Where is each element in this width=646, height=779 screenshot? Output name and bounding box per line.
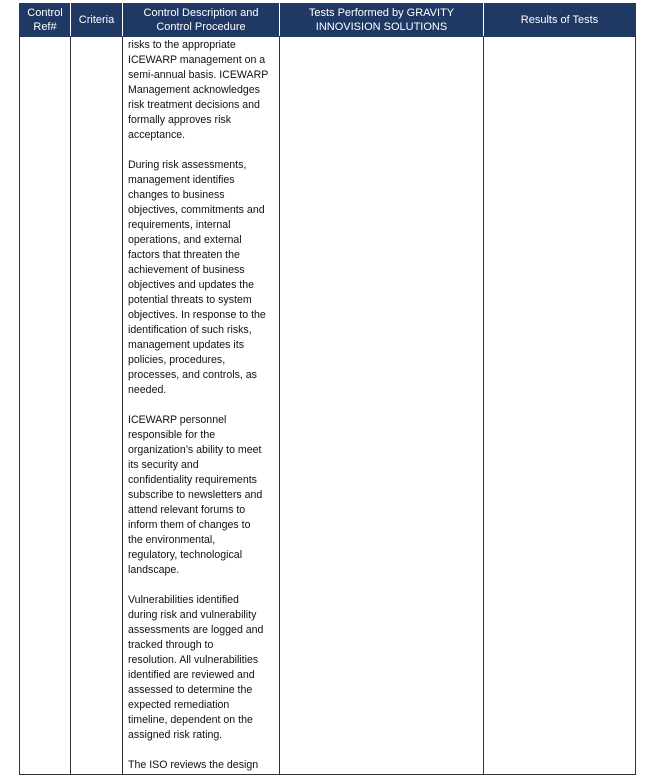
cell-control-description [123, 37, 280, 775]
header-control-description: Control Description and Control Procedure [123, 4, 280, 37]
cell-tests-performed [280, 37, 484, 775]
table-header [20, 4, 636, 37]
description-paragraph-4: Vulnerabilities identified during risk and vulnerability assessments are logged and tracked through to resolution. All vulnerabilities identified are reviewed and assessed to determine the expected remediation timeline, dependent on the assigned risk rating. [128, 594, 264, 741]
cell-control-ref [20, 37, 71, 775]
description-paragraph-1: risks to the appropriate ICEWARP management on a semi-annual basis. ICEWARP Management acknowledges risk treatment decisions and formally approves risk acceptance. [128, 39, 269, 141]
header-criteria: Criteria [71, 4, 123, 37]
description-paragraph-2: During risk assessments, management identifies changes to business objectives, commitments and requirements, internal operations, and external factors that threaten the achievement of business objectives and updates the potential threats to system objectives. In response to the identification of such risks, management updates its policies, procedures, processes, and controls, as needed. [128, 159, 266, 396]
cell-criteria [71, 37, 123, 775]
controls-table [19, 3, 636, 775]
description-paragraph-3: ICEWARP personnel responsible for the organization’s ability to meet its security and confidentiality requirements subscribe to newsletters and attend relevant forums to inform them of changes to the environmental, regulatory, technological landscape. [128, 414, 263, 576]
header-row [20, 4, 636, 37]
table-row [20, 37, 636, 775]
header-tests-performed: Tests Performed by GRAVITY INNOVISION SOLUTIONS [280, 4, 484, 37]
cell-results [484, 37, 636, 775]
description-paragraph-5: The ISO reviews the design [128, 759, 259, 771]
header-control-ref: Control Ref# [20, 4, 71, 37]
header-results: Results of Tests [484, 4, 636, 37]
